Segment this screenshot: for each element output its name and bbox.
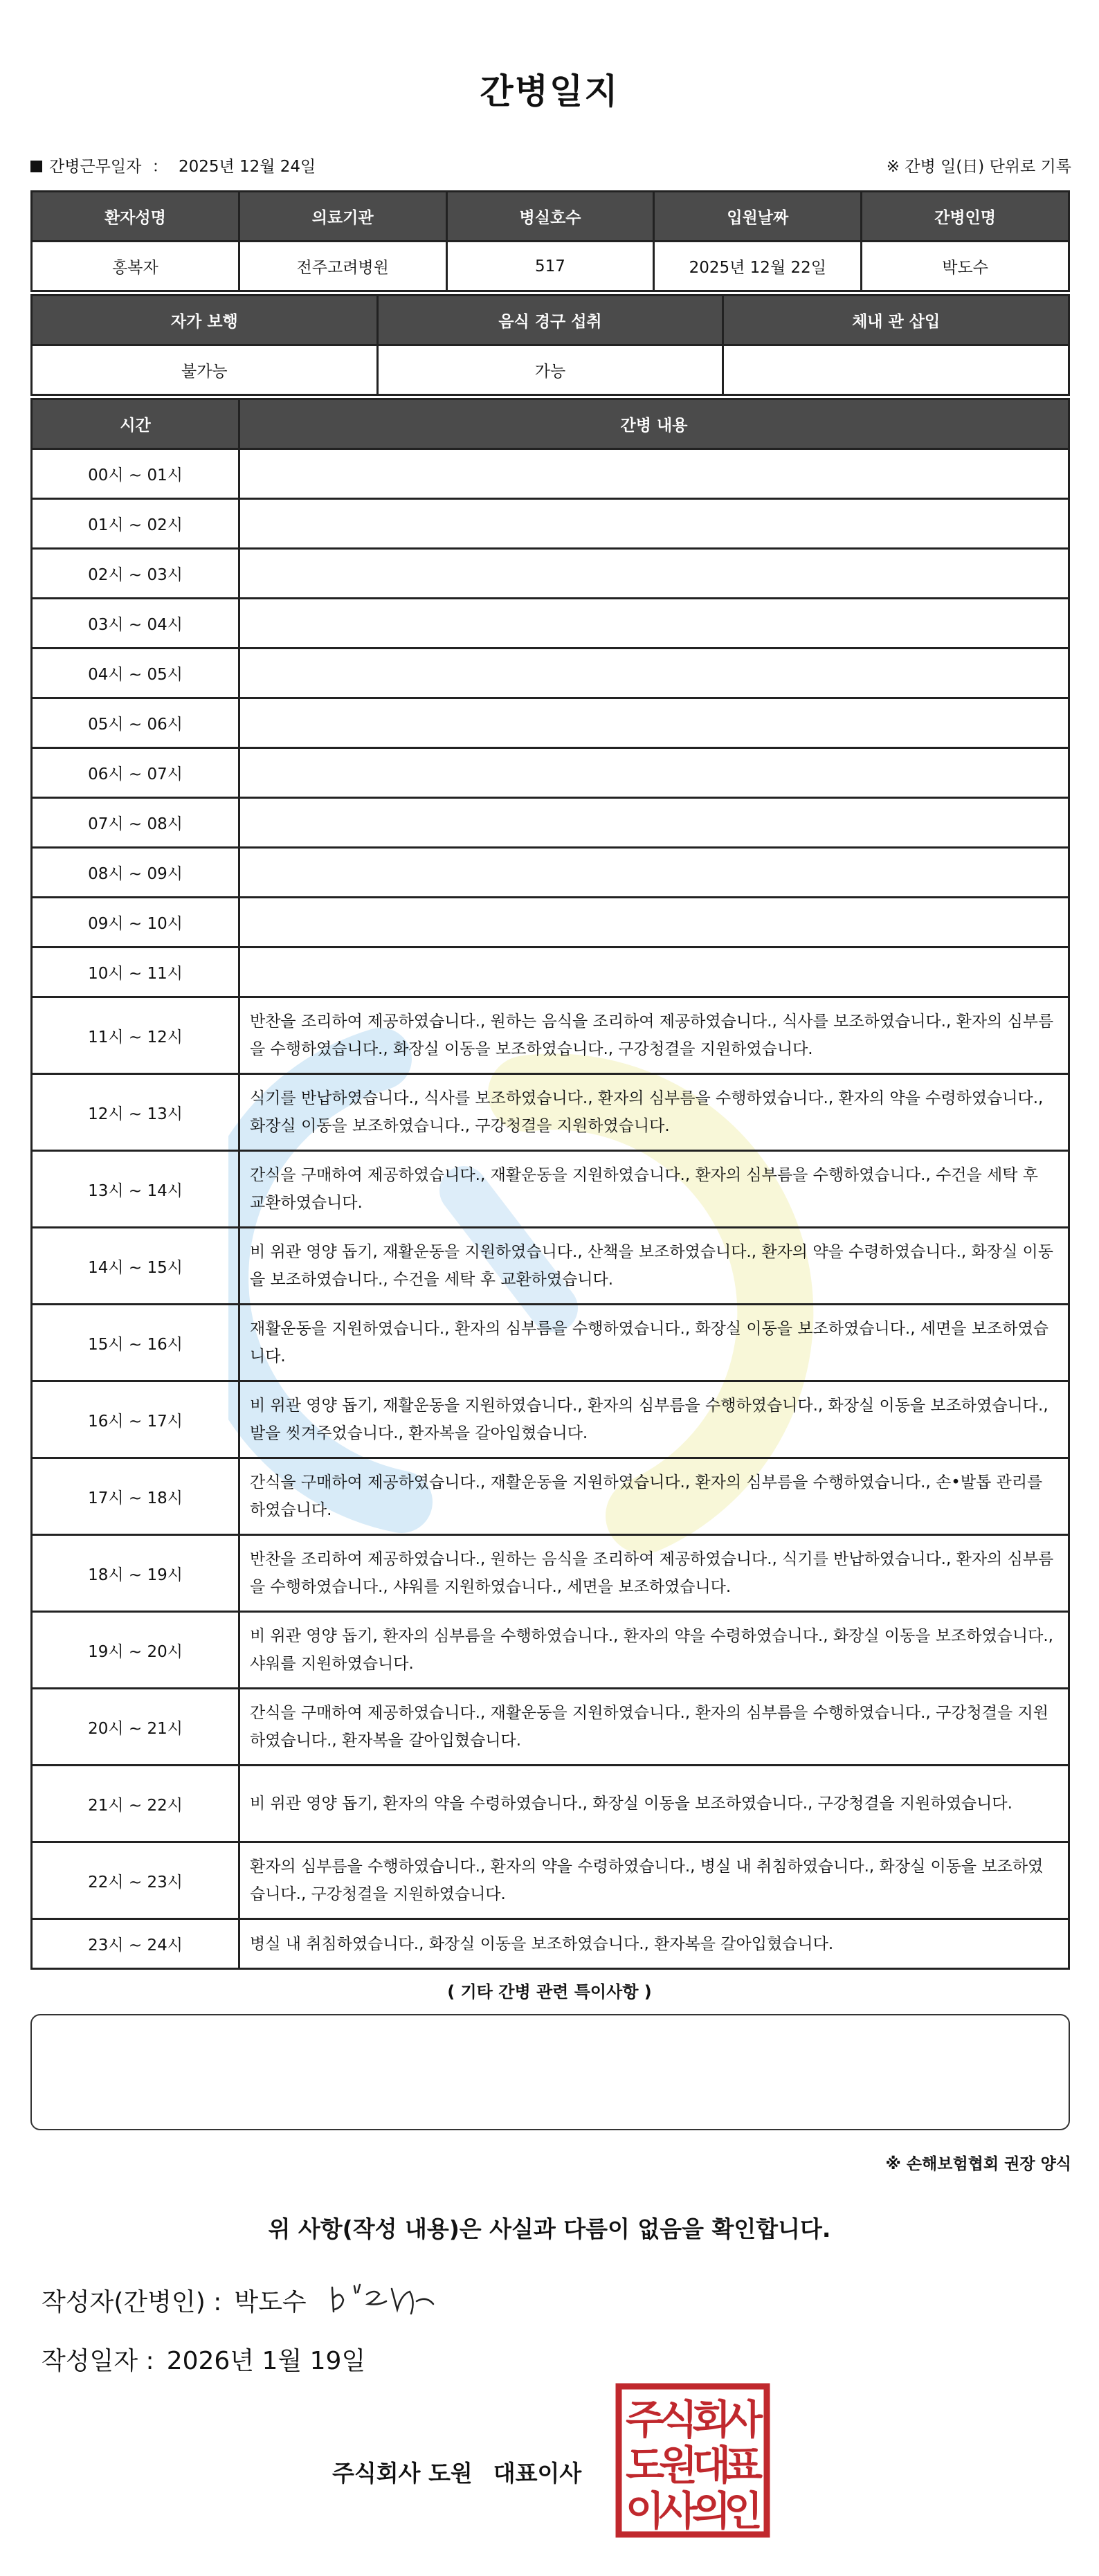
log-row (32, 1689, 1069, 1766)
admission-date: 2025년 12월 22일 (654, 242, 862, 291)
log-row (32, 848, 1069, 898)
tube-insertion-value (723, 345, 1069, 395)
log-time-cell: 10시 ~ 11시 (32, 947, 239, 997)
header-patient-name: 환자성명 (32, 192, 239, 242)
log-content-cell: 간식을 구매하여 제공하였습니다., 재활운동을 지원하였습니다., 환자의 심부름을 수행하였습니다., 손•발톱 관리를 하였습니다. (239, 1458, 1069, 1535)
log-content-cell: 간식을 구매하여 제공하였습니다., 재활운동을 지원하였습니다., 환자의 심부름을 수행하였습니다., 수건을 세탁 후 교환하였습니다. (239, 1151, 1069, 1228)
writer-label: 작성자(간병인) : (42, 2288, 222, 2316)
log-content-cell (239, 898, 1069, 947)
log-time-cell: 18시 ~ 19시 (32, 1535, 239, 1612)
log-time-cell: 22시 ~ 23시 (32, 1842, 239, 1919)
log-content-cell: 반찬을 조리하여 제공하였습니다., 원하는 음식을 조리하여 제공하였습니다., 식사를 보조하였습니다., 환자의 심부름을 수행하였습니다., 화장실 이동을 보조하였습니다., 구강청결을 지원하였습니다. (239, 997, 1069, 1074)
seal-char: 식 (658, 2396, 698, 2443)
work-date-line (30, 154, 316, 176)
seal-char: 대 (691, 2442, 732, 2489)
log-content-cell: 비 위관 영양 돕기, 재활운동을 지원하였습니다., 산책을 보조하였습니다., 환자의 약을 수령하였습니다., 화장실 이동을 보조하였습니다., 수건을 세탁 후 교환하였습니다. (239, 1228, 1069, 1305)
seal-char: 사 (723, 2396, 763, 2443)
log-time-cell: 01시 ~ 02시 (32, 499, 239, 549)
written-date-value: 2026년 1월 19일 (166, 2347, 366, 2375)
log-content-cell: 비 위관 영양 돕기, 환자의 심부름을 수행하였습니다., 환자의 약을 수령하였습니다., 화장실 이동을 보조하였습니다., 샤워를 지원하였습니다. (239, 1612, 1069, 1689)
confirmation-statement: 위 사항(작성 내용)은 사실과 다름이 없음을 확인합니다. (268, 2215, 831, 2242)
representative-title: 대표이사 (493, 2460, 582, 2487)
patient-status-table (30, 294, 1070, 396)
log-content-cell: 환자의 심부름을 수행하였습니다., 환자의 약을 수령하였습니다., 병실 내 취침하였습니다., 화장실 이동을 보조하였습니다., 구강청결을 지원하였습니다. (239, 1842, 1069, 1919)
log-row (32, 748, 1069, 798)
header-self-walking: 자가 보행 (32, 296, 378, 345)
log-time-cell: 00시 ~ 01시 (32, 449, 239, 499)
log-content-cell (239, 549, 1069, 599)
log-body (32, 449, 1069, 1969)
log-time-cell: 15시 ~ 16시 (32, 1305, 239, 1381)
log-content-cell (239, 449, 1069, 499)
log-content-cell (239, 599, 1069, 648)
written-date-label: 작성일자 : (42, 2347, 154, 2375)
log-time-cell: 19시 ~ 20시 (32, 1612, 239, 1689)
log-content-cell (239, 947, 1069, 997)
seal-char: 회 (691, 2396, 732, 2443)
writer-name: 박도수 (234, 2288, 307, 2316)
seal-char: 이 (625, 2487, 665, 2534)
log-row (32, 648, 1069, 698)
record-unit-note: ※ 간병 일(日) 단위로 기록 (886, 158, 1071, 176)
log-time-cell: 11시 ~ 12시 (32, 997, 239, 1074)
log-row (32, 947, 1069, 997)
log-time-cell: 12시 ~ 13시 (32, 1074, 239, 1151)
log-row (32, 1612, 1069, 1689)
log-content-cell: 간식을 구매하여 제공하였습니다., 재활운동을 지원하였습니다., 환자의 심부름을 수행하였습니다., 구강청결을 지원하였습니다., 환자복을 갈아입혔습니다. (239, 1689, 1069, 1766)
log-header-row (32, 399, 1069, 449)
seal-char: 인 (723, 2487, 763, 2534)
patient-info-table (30, 190, 1070, 292)
log-content-cell (239, 748, 1069, 798)
log-time-cell: 17시 ~ 18시 (32, 1458, 239, 1535)
room-number: 517 (446, 242, 654, 291)
log-row (32, 898, 1069, 947)
header-institution: 의료기관 (239, 192, 446, 242)
seal-char: 도 (625, 2442, 665, 2489)
log-row (32, 1766, 1069, 1842)
page-title: 간병일지 (480, 71, 619, 111)
log-time-cell: 02시 ~ 03시 (32, 549, 239, 599)
log-content-cell: 비 위관 영양 돕기, 환자의 약을 수령하였습니다., 화장실 이동을 보조하였습니다., 구강청결을 지원하였습니다. (239, 1766, 1069, 1842)
log-time-cell: 06시 ~ 07시 (32, 748, 239, 798)
log-content-cell: 병실 내 취침하였습니다., 화장실 이동을 보조하였습니다., 환자복을 갈아입혔습니다. (239, 1919, 1069, 1969)
log-content-cell: 재활운동을 지원하였습니다., 환자의 심부름을 수행하였습니다., 화장실 이동을 보조하였습니다., 세면을 보조하였습니다. (239, 1305, 1069, 1381)
log-row (32, 798, 1069, 848)
status-value-row (32, 345, 1069, 395)
log-row (32, 599, 1069, 648)
work-date-label: 간병근무일자 (49, 158, 142, 176)
seal-char: 원 (658, 2442, 698, 2489)
header-admission-date: 입원날짜 (654, 192, 862, 242)
patient-value-row (32, 242, 1069, 291)
log-row (32, 1919, 1069, 1969)
handwritten-signature (325, 2274, 443, 2322)
log-time-cell: 16시 ~ 17시 (32, 1381, 239, 1458)
log-row (32, 698, 1069, 748)
log-row (32, 499, 1069, 549)
seal-char: 주 (625, 2396, 665, 2443)
seal-char: 사 (658, 2487, 698, 2534)
care-log-table (30, 398, 1070, 1970)
self-walking-value: 불가능 (32, 345, 378, 395)
log-time-cell: 04시 ~ 05시 (32, 648, 239, 698)
seal-char: 의 (691, 2487, 732, 2534)
remarks-title: ( 기타 간병 관련 특이사항 ) (447, 1982, 652, 2002)
log-row (32, 1151, 1069, 1228)
header-time: 시간 (32, 399, 239, 449)
log-time-cell: 13시 ~ 14시 (32, 1151, 239, 1228)
institution-name: 전주고려병원 (239, 242, 446, 291)
caregiver-name: 박도수 (862, 242, 1069, 291)
log-content-cell (239, 698, 1069, 748)
header-room-number: 병실호수 (446, 192, 654, 242)
log-row (32, 1381, 1069, 1458)
work-date-value: 2025년 12월 24일 (178, 158, 316, 176)
header-oral-intake: 음식 경구 섭취 (377, 296, 723, 345)
oral-intake-value: 가능 (377, 345, 723, 395)
log-row (32, 1305, 1069, 1381)
header-care-content: 간병 내용 (239, 399, 1069, 449)
log-content-cell: 식기를 반납하였습니다., 식사를 보조하였습니다., 환자의 심부름을 수행하였습니다., 환자의 약을 수령하였습니다., 화장실 이동을 보조하였습니다., 구강청결을 지원하였습니다. (239, 1074, 1069, 1151)
header-tube-insertion: 체내 관 삽입 (723, 296, 1069, 345)
log-row (32, 1535, 1069, 1612)
log-row (32, 1458, 1069, 1535)
remarks-box (30, 2014, 1070, 2130)
company-seal-stamp (615, 2382, 771, 2539)
log-content-cell: 반찬을 조리하여 제공하였습니다., 원하는 음식을 조리하여 제공하였습니다., 식기를 반납하였습니다., 환자의 심부름을 수행하였습니다., 샤워를 지원하였습니다., 세면을 보조하였습니다. (239, 1535, 1069, 1612)
writer-line (42, 2283, 307, 2318)
log-row (32, 449, 1069, 499)
log-content-cell (239, 499, 1069, 549)
square-bullet-icon (30, 161, 42, 172)
company-name: 주식회사 도원 (332, 2460, 473, 2487)
log-content-cell (239, 798, 1069, 848)
log-time-cell: 14시 ~ 15시 (32, 1228, 239, 1305)
log-row (32, 1228, 1069, 1305)
log-time-cell: 08시 ~ 09시 (32, 848, 239, 898)
log-time-cell: 05시 ~ 06시 (32, 698, 239, 748)
log-content-cell: 비 위관 영양 돕기, 재활운동을 지원하였습니다., 환자의 심부름을 수행하였습니다., 화장실 이동을 보조하였습니다., 발을 씻겨주었습니다., 환자복을 갈아입혔습니다. (239, 1381, 1069, 1458)
log-time-cell: 20시 ~ 21시 (32, 1689, 239, 1766)
recommend-note: ※ 손해보험협회 권장 양식 (885, 2155, 1071, 2173)
status-header-row (32, 296, 1069, 345)
work-date-separator: ： (152, 158, 168, 176)
seal-char: 표 (723, 2442, 763, 2489)
log-time-cell: 03시 ~ 04시 (32, 599, 239, 648)
log-time-cell: 21시 ~ 22시 (32, 1766, 239, 1842)
log-time-cell: 07시 ~ 08시 (32, 798, 239, 848)
log-content-cell (239, 848, 1069, 898)
patient-name: 홍복자 (32, 242, 239, 291)
log-content-cell (239, 648, 1069, 698)
log-row (32, 1074, 1069, 1151)
log-time-cell: 23시 ~ 24시 (32, 1919, 239, 1969)
header-caregiver-name: 간병인명 (862, 192, 1069, 242)
log-row (32, 1842, 1069, 1919)
patient-header-row (32, 192, 1069, 242)
company-line (332, 2456, 581, 2488)
log-row (32, 997, 1069, 1074)
log-row (32, 549, 1069, 599)
log-time-cell: 09시 ~ 10시 (32, 898, 239, 947)
written-date-line (42, 2341, 365, 2377)
